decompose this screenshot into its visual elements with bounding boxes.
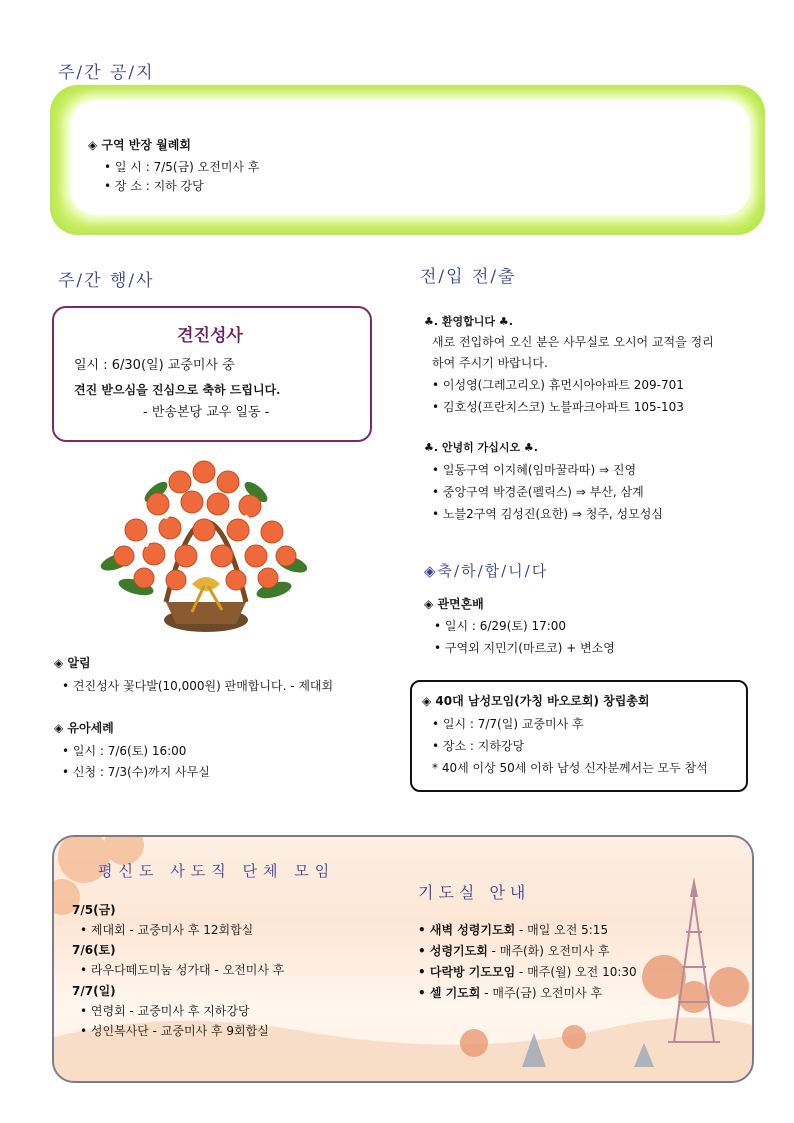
baptism-heading: ◈ 유아세례	[54, 721, 114, 735]
baptism-line: • 신청 : 7/3(수)까지 사무실	[62, 765, 210, 779]
lay-group-item: • 성인복사단 - 교중미사 후 9회합실	[80, 1024, 269, 1038]
wedding-line: • 일시 : 6/29(토) 17:00	[434, 619, 567, 633]
welcome-text: 하여 주시기 바랍니다.	[432, 356, 548, 370]
farewell-item: • 노블2구역 김성진(요한) ⇒ 청주, 성모성심	[432, 507, 663, 521]
notice-line: • 장 소 : 지하 강당	[104, 179, 204, 193]
confirmation-title: 견진성사	[177, 326, 243, 346]
confirmation-signature: - 반송본당 교우 일동 -	[143, 405, 270, 420]
notice-line: • 일 시 : 7/5(금) 오전미사 후	[104, 160, 260, 174]
confirmation-message: 견진 받으심을 진심으로 축하 드립니다.	[74, 383, 281, 397]
prayer-item: • 새벽 성령기도회 - 매일 오전 5:15	[418, 923, 609, 937]
farewell-item: • 일동구역 이지혜(임마꿀라따) ⇒ 진영	[432, 463, 637, 477]
lay-groups-title: 평신도 사도직 단체 모임	[98, 862, 336, 880]
welcome-item: • 이성영(그레고리오) 휴먼시아아파트 209-701	[432, 378, 684, 392]
mens-club-line: • 일시 : 7/7(일) 교중미사 후	[432, 717, 584, 731]
events-notice-line: • 견진성사 꽃다발(10,000원) 판매합니다. - 제대회	[62, 679, 334, 693]
mens-club-line: • 장소 : 지하강당	[432, 739, 525, 753]
farewell-item: • 중앙구역 박경준(펠릭스) ⇒ 부산, 삼계	[432, 485, 644, 499]
notice-heading: ◈ 구역 반장 월례회	[88, 138, 191, 152]
moves-section-title: 전/입 전/출	[420, 267, 517, 287]
prayer-item: • 성령기도회 - 매주(화) 오전미사 후	[418, 944, 610, 958]
welcome-text: 새로 전입하여 오신 분은 사무실로 오시어 교적을 정리	[432, 335, 714, 349]
mens-club-heading: ◈ 40대 남성모임(가칭 바오로회) 창립총회	[422, 694, 650, 708]
welcome-heading: ♣. 환영합니다 ♣.	[424, 315, 513, 328]
notice-section-title: 주/간 공/지	[58, 63, 155, 83]
lay-group-day: 7/5(금)	[72, 903, 116, 917]
lay-group-item: • 연령회 - 교중미사 후 지하강당	[80, 1004, 250, 1018]
events-notice-heading: ◈ 알림	[54, 656, 91, 670]
lay-group-item: • 라우다떼도미눔 성가대 - 오전미사 후	[80, 963, 285, 977]
welcome-item: • 김호성(프란치스코) 노블파크아파트 105-103	[432, 400, 684, 414]
flower-basket-image	[96, 452, 312, 638]
prayer-item: • 셀 기도회 - 매주(금) 오전미사 후	[418, 986, 603, 1000]
farewell-heading: ♣. 안녕히 가십시오 ♣.	[424, 441, 538, 454]
wedding-heading: ◈ 관면혼배	[424, 597, 484, 611]
lay-group-item: • 제대회 - 교중미사 후 12회합실	[80, 923, 254, 937]
confirmation-date: 일시 : 6/30(일) 교중미사 중	[74, 358, 235, 373]
prayer-room-title: 기도실 안내	[418, 883, 531, 902]
lay-group-day: 7/7(일)	[72, 984, 116, 998]
notice-content-area	[70, 100, 750, 215]
mens-club-line: * 40세 이상 50세 이하 남성 신자분께서는 모두 참석	[432, 761, 708, 775]
events-section-title: 주/간 행/사	[58, 271, 155, 291]
baptism-line: • 일시 : 7/6(토) 16:00	[62, 744, 187, 758]
prayer-item: • 다락방 기도모임 - 매주(월) 오전 10:30	[418, 965, 637, 979]
wedding-line: • 구역외 지민기(마르코) + 변소영	[434, 641, 615, 655]
congrats-section-title: ◈축/하/합/니/다	[424, 562, 549, 580]
lay-group-day: 7/6(토)	[72, 943, 116, 957]
